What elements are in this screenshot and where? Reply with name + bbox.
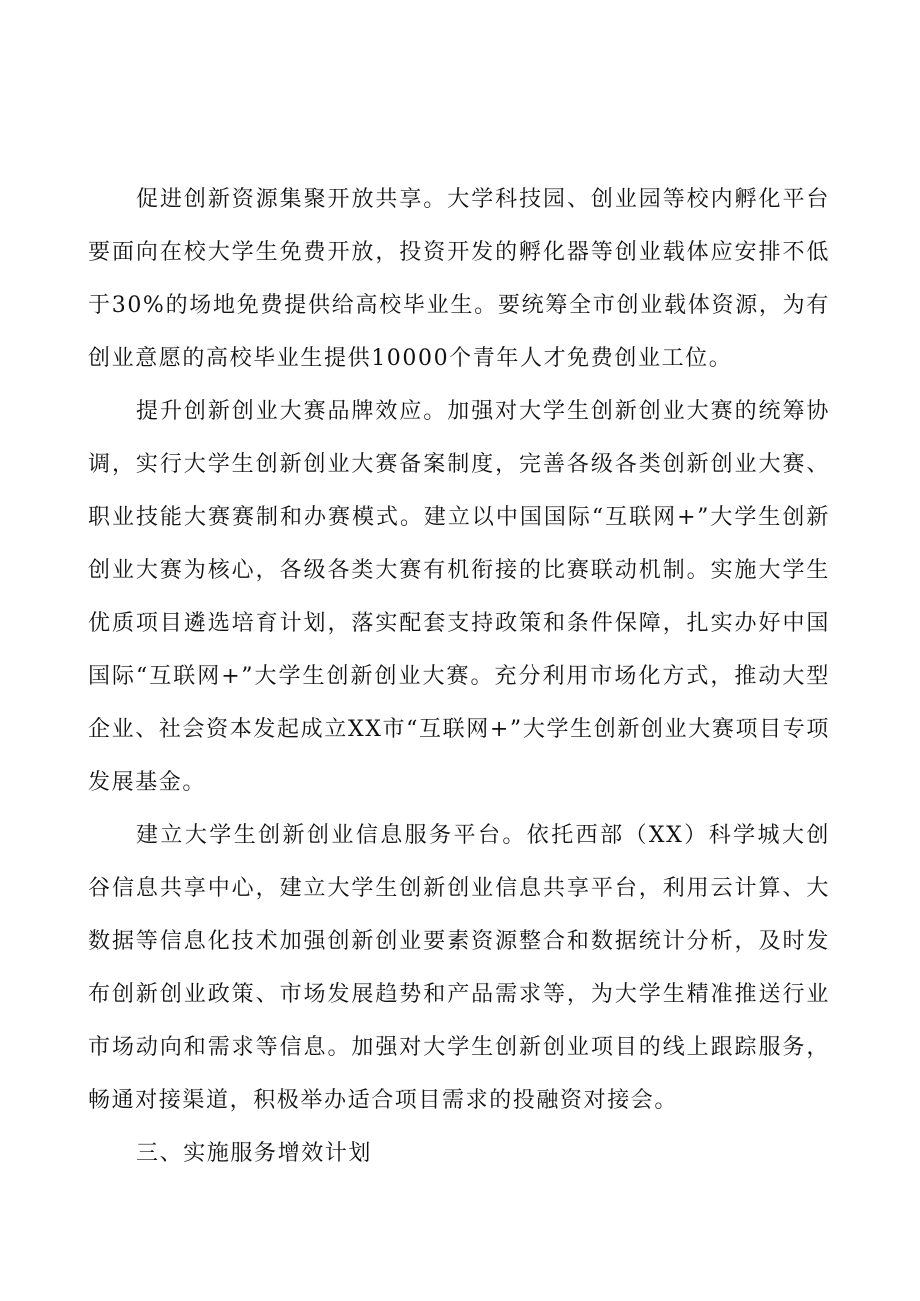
document-body [88, 173, 830, 1180]
paragraph-info-platform: 建立大学生创新创业信息服务平台。依托西部（XX）科学城大创谷信息共享中心，建立大学生创新创业信息共享平台，利用云计算、大数据等信息化技术加强创新创业要素资源整合和数据统计分析，及时发布创新创业政策、市场发展趋势和产品需求等，为大学生精准推送行业市场动向和需求等信息。加强对大学生创新创业项目的线上跟踪服务，畅通对接渠道，积极举办适合项目需求的投融资对接会。 [88, 823, 830, 1113]
paragraph-competition-brand: 提升创新创业大赛品牌效应。加强对大学生创新创业大赛的统筹协调，实行大学生创新创业大赛备案制度，完善各级各类创新创业大赛、职业技能大赛赛制和办赛模式。建立以中国国际“互联网+”大学生创新创业大赛为核心，各级各类大赛有机衔接的比赛联动机制。实施大学生优质项目遴选培育计划，落实配套支持政策和条件保障，扎实办好中国国际“互联网+”大学生创新创业大赛。充分利用市场化方式，推动大型企业、社会资本发起成立XX市“互联网+”大学生创新创业大赛项目专项发展基金。 [88, 399, 830, 795]
section-heading: 三、实施服务增效计划 [136, 1141, 373, 1166]
paragraph-resource-sharing: 促进创新资源集聚开放共享。大学科技园、创业园等校内孵化平台要面向在校大学生免费开放，投资开发的孵化器等创业载体应安排不低于30%的场地免费提供给高校毕业生。要统筹全市创业载体资源，为有创业意愿的高校毕业生提供10000个青年人才免费创业工位。 [88, 187, 830, 371]
